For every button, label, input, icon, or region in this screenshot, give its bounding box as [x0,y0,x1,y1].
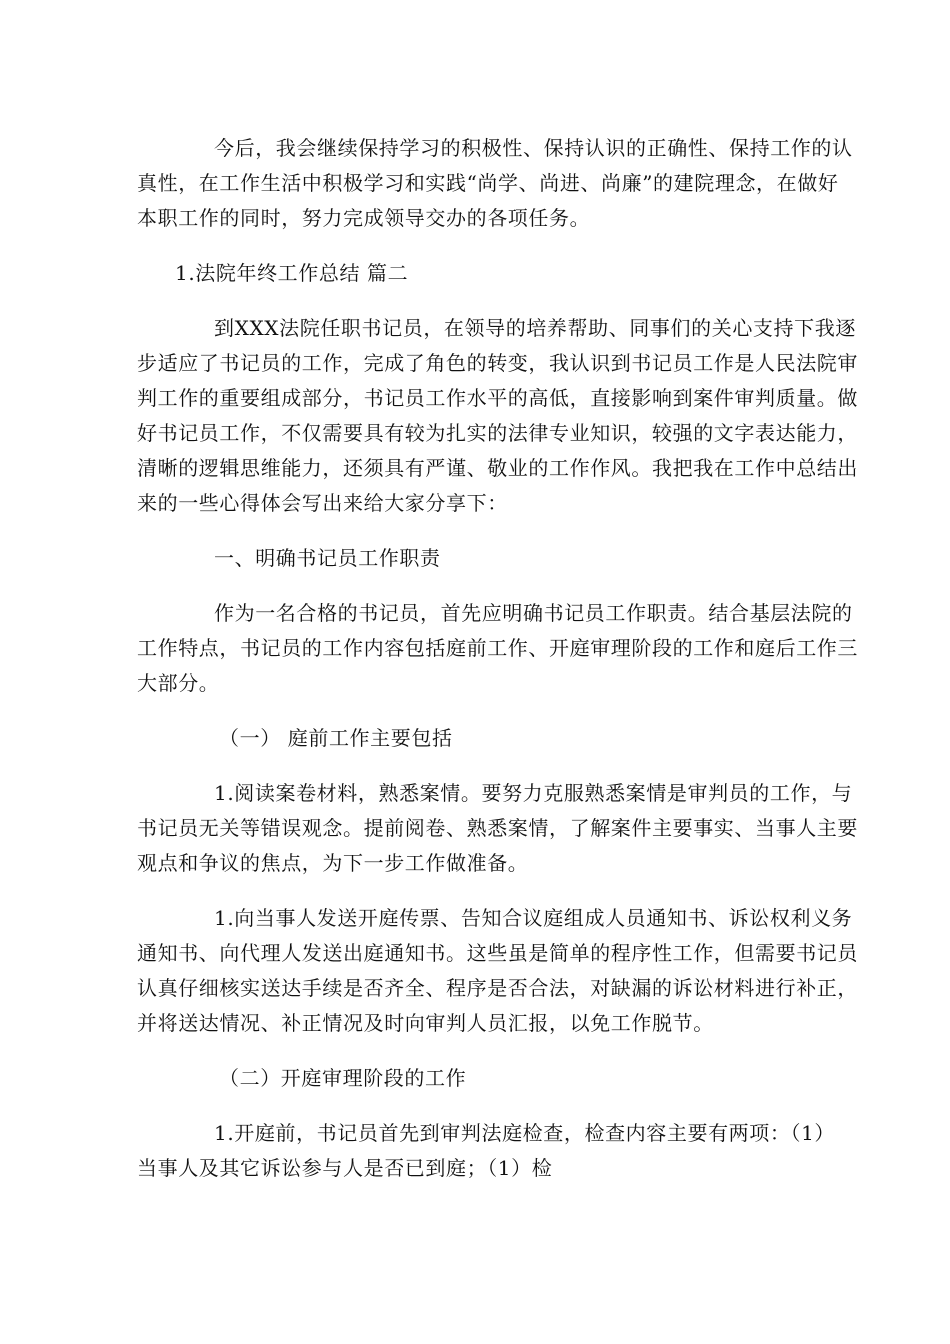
paragraph-line: 来的一些心得体会写出来给大家分享下： [137,491,508,515]
paragraph-line: 工作特点，书记员的工作内容包括庭前工作、开庭审理阶段的工作和庭后工作三 [137,636,858,660]
paragraph-line: 1.开庭前，书记员首先到审判法庭检查，检查内容主要有两项：（1） [214,1121,836,1145]
paragraph-line: 1.阅读案卷材料，熟悉案情。要努力克服熟悉案情是审判员的工作，与 [214,781,853,805]
paragraph-line: 通知书、向代理人发送出庭通知书。这些虽是简单的程序性工作，但需要书记员 [137,941,858,965]
paragraph-line: 到XXX法院任职书记员，在领导的培养帮助、同事们的关心支持下我逐 [214,316,856,340]
section-heading: 1.法院年终工作总结 篇二 [175,261,409,285]
paragraph-line: 当事人及其它诉讼参与人是否已到庭；（1）检 [137,1156,553,1180]
paragraph-line: 并将送达情况、补正情况及时向审判人员汇报，以免工作脱节。 [137,1011,714,1035]
sub-heading: （二）开庭审理阶段的工作 [219,1066,467,1090]
paragraph-line: 观点和争议的焦点，为下一步工作做准备。 [137,851,529,875]
paragraph-line: 1.向当事人发送开庭传票、告知合议庭组成人员通知书、诉讼权利义务 [214,906,853,930]
paragraph-line: 真性，在工作生活中积极学习和实践“尚学、尚进、尚廉”的建院理念，在做好 [137,171,839,195]
sub-heading: （一） 庭前工作主要包括 [219,726,453,750]
paragraph-line: 认真仔细核实送达手续是否齐全、程序是否合法，对缺漏的诉讼材料进行补正， [137,976,858,1000]
paragraph-line: 本职工作的同时，努力完成领导交办的各项任务。 [137,206,591,230]
paragraph-line: 作为一名合格的书记员，首先应明确书记员工作职责。结合基层法院的 [214,601,853,625]
paragraph-line: 书记员无关等错误观念。提前阅卷、熟悉案情，了解案件主要事实、当事人主要 [137,816,858,840]
paragraph-line: 步适应了书记员的工作，完成了角色的转变，我认识到书记员工作是人民法院审 [137,351,858,375]
paragraph-line: 好书记员工作，不仅需要具有较为扎实的法律专业知识，较强的文字表达能力， [137,421,858,445]
paragraph-line: 今后，我会继续保持学习的积极性、保持认识的正确性、保持工作的认 [214,136,853,160]
paragraph-line: 清晰的逻辑思维能力，还须具有严谨、敬业的工作作风。我把我在工作中总结出 [137,456,858,480]
paragraph-line: 大部分。 [137,671,220,695]
paragraph-line: 判工作的重要组成部分，书记员工作水平的高低，直接影响到案件审判质量。做 [137,386,858,410]
section-heading: 一、明确书记员工作职责 [214,546,441,570]
